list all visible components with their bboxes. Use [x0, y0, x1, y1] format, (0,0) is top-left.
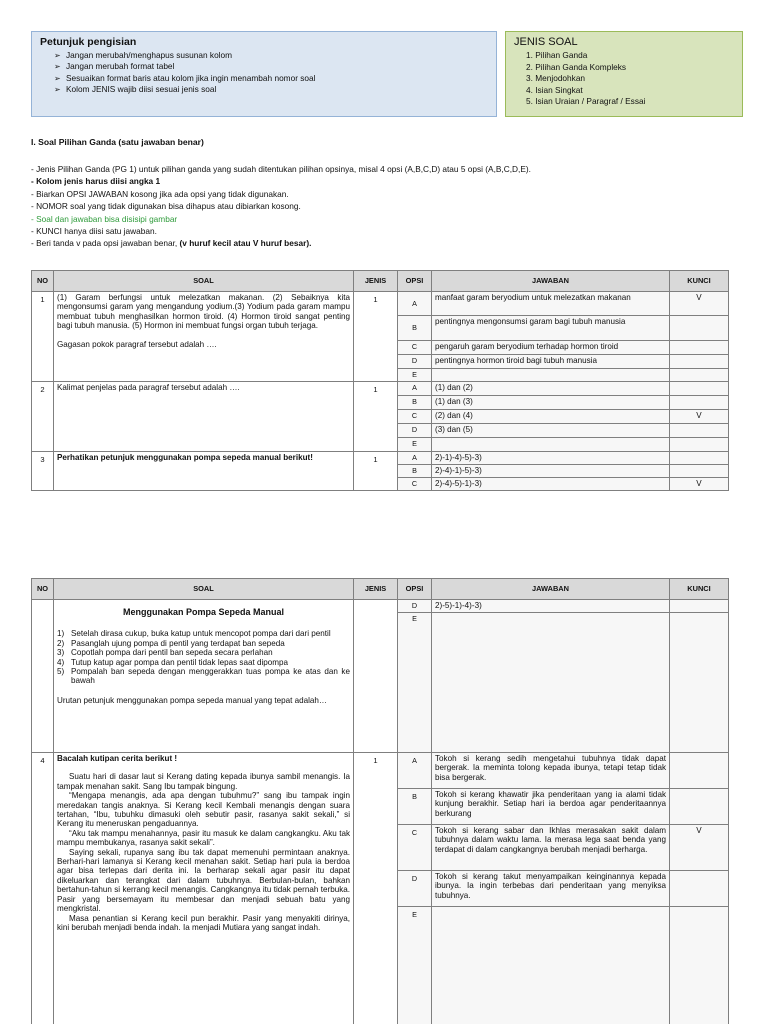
jawaban-cell[interactable] [432, 369, 670, 382]
instruction-item: ➢ Kolom JENIS wajib diisi sesuai jenis soal [54, 83, 217, 94]
jawaban-cell[interactable]: Tokoh si kerang sabar dan Ikhlas merasakan sakit dalam tubuhnya dalam waktu lama. Ia merasa lega saat benda yang terdapat di dalam cangkangnya berubah menjadi berharga. [432, 825, 670, 871]
table-header-row [32, 271, 729, 292]
jawaban-cell[interactable]: (2) dan (4) [432, 410, 670, 424]
jenis-soal-item: 3. Menjodohkan [526, 73, 586, 83]
kunci-cell[interactable] [670, 382, 729, 396]
instructions-box [31, 31, 497, 117]
opsi-cell: E [398, 613, 432, 753]
jenis-cell[interactable] [354, 600, 398, 753]
story-instruction: Bacalah kutipan cerita berikut ! [57, 754, 178, 763]
jenis-cell[interactable]: 1 [354, 452, 398, 491]
table-row [32, 382, 729, 396]
opsi-cell: B [398, 396, 432, 410]
instructions-list [40, 50, 488, 95]
jenis-cell[interactable]: 1 [354, 382, 398, 452]
kunci-cell[interactable] [670, 316, 729, 341]
opsi-cell: D [398, 355, 432, 369]
jawaban-cell[interactable]: 2)-5)-1)-4)-3) [432, 600, 670, 613]
header-jenis: JENIS [354, 579, 398, 600]
opsi-cell: A [398, 753, 432, 789]
question-text[interactable] [54, 753, 354, 1024]
header-no: NO [32, 271, 54, 292]
jawaban-cell[interactable]: pentingnya hormon tiroid bagi tubuh manusia [432, 355, 670, 369]
question-text[interactable]: Kalimat penjelas pada paragraf tersebut adalah …. [54, 382, 354, 452]
opsi-cell: A [398, 452, 432, 465]
jenis-cell[interactable]: 1 [354, 753, 398, 1024]
instruction-item: ➢ Jangan merubah/menghapus susunan kolom [54, 50, 233, 60]
arrow-bullet-icon: ➢ [54, 84, 61, 94]
header-soal: SOAL [54, 271, 354, 292]
note-line: - Beri tanda v pada opsi jawaban benar, (v huruf kecil atau V huruf besar). [31, 238, 312, 249]
jenis-soal-list [514, 50, 734, 108]
jawaban-cell[interactable]: 2)-4)-5)-1)-3) [432, 478, 670, 491]
opsi-cell: A [398, 292, 432, 316]
kunci-cell[interactable]: V [670, 478, 729, 491]
story-paragraph: “Mengapa menangis, ada apa dengan tubuhmu?” sang ibu tampak ingin meredakan tangis anaknya. Si Kerang kecil Kembali menangis dengan suara tertahan, “Ibu, tubuhku dimasuki oleh sebutir pasir, rasanya sakit sekali,” si Kerang itu meneruskan pengaduannya. [57, 791, 350, 829]
header-opsi: OPSI [398, 271, 432, 292]
instruction-item: ➢ Jangan merubah format tabel [54, 61, 175, 72]
note-line: - Jenis Pilihan Ganda (PG 1) untuk pilihan ganda yang sudah ditentukan pilihan opsinya, misal 4 opsi (A,B,C,D) atau 5 opsi (A,B,C,D,E). [31, 164, 531, 174]
question-text[interactable]: (1) Garam berfungsi untuk melezatkan makanan. (2) Sebaiknya kita mengonsumsi garam yang mengandung yodium.(3) Yodium pada garam mampu membuat tubuh menghasilkan hormon tiroid. (4) Hormon tiroid sangat penting bagi tubuh manusia. (5) Hormon ini membuat fungsi organ tubuh terjaga. Gagasan pokok paragraf tersebut adalah …. [54, 292, 354, 382]
story-paragraph: Saying sekali, rupanya sang ibu tak dapat memenuhi permintaan anaknya. Berhari-hari lamanya si Kerang kecil menahan sakit. Setiap hari pula ia berdoa agar bisa terlepas dari derita ini. Ia berharap sekali agar pasir itu dapat dikeluarkan dan terangkat dari dalam tubuhnya. Berbulan-bulan, bahkan bertahun-tahun si kerrang kecil menangis. Cangkangnya itu tidak pernah terbuka. Pasir yang bersemayam itu membesar dan menjadi sebuah batu yang mengkristal. [57, 847, 350, 914]
jawaban-cell[interactable]: Tokoh si kerang takut menyampaikan keinginannya kepada ibunya. Ia ingin terbebas dari penderitaan yang menyiksa tubuhnya. [432, 871, 670, 907]
note-line: - NOMOR soal yang tidak digunakan bisa dihapus atau dibiarkan kosong. [31, 201, 301, 212]
table-row [32, 292, 729, 316]
kunci-cell[interactable] [670, 341, 729, 355]
opsi-cell: D [398, 600, 432, 613]
kunci-cell[interactable] [670, 452, 729, 465]
note-line: - Soal dan jawaban bisa disisipi gambar [31, 213, 178, 224]
jawaban-cell[interactable]: 2)-1)-4)-5)-3) [432, 452, 670, 465]
step-item: 1) Setelah dirasa cukup, buka katup untuk mencopot pompa dari dari pentil [57, 629, 331, 639]
jenis-soal-item: 1. Pilihan Ganda [526, 50, 588, 60]
opsi-cell: B [398, 465, 432, 478]
jawaban-cell[interactable] [432, 907, 670, 1024]
opsi-cell: C [398, 478, 432, 491]
jawaban-cell[interactable]: (1) dan (2) [432, 382, 670, 396]
note-line: - KUNCI hanya diisi satu jawaban. [31, 226, 157, 237]
kunci-cell[interactable]: V [670, 410, 729, 424]
jenis-soal-title: JENIS SOAL [514, 36, 578, 48]
question-table-2 [31, 578, 729, 1024]
story-paragraph: Suatu hari di dasar laut si Kerang dating kepada ibunya sambil menangis. Ia tampak menahan sakit. Sang Ibu tampak bingung. [57, 772, 350, 791]
table-header-row [32, 579, 729, 600]
kunci-cell[interactable] [670, 369, 729, 382]
note-line: - Kolom jenis harus diisi angka 1 [31, 176, 161, 187]
opsi-cell: B [398, 316, 432, 341]
kunci-cell[interactable] [670, 613, 729, 753]
kunci-cell[interactable] [670, 465, 729, 478]
jawaban-cell[interactable]: Tokoh si kerang sedih mengetahui tubuhnya tidak dapat bergerak. Ia meminta tolong kepada ibunya, tetapi tetap tidak bisa bergerak. [432, 753, 670, 789]
kunci-cell[interactable] [670, 396, 729, 410]
jawaban-cell[interactable]: Tokoh si kerang khawatir jika penderitaan yang ia alami tidak kunjung berakhir. Setiap hari ia berdoa agar penderitaannya berkurang [432, 789, 670, 825]
arrow-bullet-icon: ➢ [54, 73, 61, 83]
question-number: 3 [32, 452, 54, 491]
question-number: 4 [32, 753, 54, 1024]
kunci-cell[interactable]: V [670, 292, 729, 316]
opsi-cell: C [398, 825, 432, 871]
step-item: 2) Pasanglah ujung pompa di pentil yang terdapat ban sepeda [57, 638, 285, 648]
passage-title: Menggunakan Pompa Sepeda Manual [122, 607, 285, 617]
kunci-cell[interactable] [670, 438, 729, 452]
kunci-cell[interactable]: V [670, 825, 729, 871]
story-paragraph: Masa penantian si Kerang kecil pun berakhir. Pasir yang menyakiti dirinya, kini berubah menjadi benda indah. Ia menjadi Mutiara yang sangat indah. [57, 913, 350, 932]
arrow-bullet-icon: ➢ [54, 51, 61, 60]
opsi-cell: D [398, 871, 432, 907]
jawaban-cell[interactable]: (3) dan (5) [432, 424, 670, 438]
kunci-cell[interactable] [670, 753, 729, 789]
header-soal: SOAL [54, 579, 354, 600]
header-kunci: KUNCI [670, 579, 729, 600]
table-row [32, 600, 729, 613]
question-text[interactable]: Perhatikan petunjuk menggunakan pompa sepeda manual berikut! [54, 452, 354, 491]
table-row [32, 753, 729, 789]
instruction-item: ➢ Sesuaikan format baris atau kolom jika ingin menambah nomor soal [54, 72, 316, 83]
jenis-soal-box [505, 31, 743, 117]
opsi-cell: E [398, 438, 432, 452]
step-item: 3) Copotlah pompa dari pentil ban sepeda secara perlahan [57, 648, 273, 658]
opsi-cell: E [398, 907, 432, 1024]
step-item: 5) Pompalah ban sepeda dengan menggerakkan tuas pompa ke atas dan ke bawah [57, 667, 350, 686]
jawaban-cell[interactable]: (1) dan (3) [432, 396, 670, 410]
header-kunci: KUNCI [670, 271, 729, 292]
header-opsi: OPSI [398, 579, 432, 600]
note-line: - Biarkan OPSI JAWABAN kosong jika ada opsi yang tidak digunakan. [31, 188, 289, 199]
opsi-cell: C [398, 410, 432, 424]
question-number [32, 600, 54, 753]
jenis-soal-item: 5. Isian Uraian / Paragraf / Essai [526, 96, 646, 106]
kunci-cell[interactable] [670, 907, 729, 1024]
kunci-cell[interactable] [670, 600, 729, 613]
header-jenis: JENIS [354, 271, 398, 292]
jawaban-cell[interactable] [432, 613, 670, 753]
jawaban-cell[interactable]: 2)-4)-1)-5)-3) [432, 465, 670, 478]
jawaban-cell[interactable]: manfaat garam beryodium untuk melezatkan makanan [432, 292, 670, 316]
opsi-cell: A [398, 382, 432, 396]
jawaban-cell[interactable] [432, 438, 670, 452]
section-title: I. Soal Pilihan Ganda (satu jawaban benar) [31, 137, 204, 147]
jawaban-cell[interactable]: pentingnya mengonsumsi garam bagi tubuh manusia [432, 316, 670, 341]
story-paragraph: “Aku tak mampu menahannya, pasir itu masuk ke dalam cangkangku. Aku tak mampu membukanya, rasanya sakit sekali”. [57, 828, 350, 848]
question-number: 1 [32, 292, 54, 382]
opsi-cell: B [398, 789, 432, 825]
notes [31, 163, 741, 250]
question-table-1 [31, 270, 729, 491]
kunci-cell[interactable] [670, 871, 729, 907]
header-jawaban: JAWABAN [432, 579, 670, 600]
header-no: NO [32, 579, 54, 600]
header-jawaban: JAWABAN [432, 271, 670, 292]
question-text[interactable]: Menggunakan Pompa Sepeda Manual 1) Setelah dirasa cukup, buka katup untuk mencopot pompa dari dari pentil 2) Pasanglah ujung pompa di pentil yang terdapat ban sepeda 3) Copotlah pompa dari pentil ban sepeda secara perlahan 4) Tutup katup agar pompa dan pentil tidak lepas saat dipompa 5) Pompalah ban sepeda dengan menggerakkan tuas pompa ke atas dan ke bawah Urutan petunjuk menggunakan pompa sepeda manual yang tepat adalah… [54, 600, 354, 753]
jenis-soal-item: 4. Isian Singkat [526, 84, 583, 95]
opsi-cell: C [398, 341, 432, 355]
jenis-cell[interactable]: 1 [354, 292, 398, 382]
opsi-cell: E [398, 369, 432, 382]
kunci-cell[interactable] [670, 789, 729, 825]
question-number: 2 [32, 382, 54, 452]
opsi-cell: D [398, 424, 432, 438]
jenis-soal-item: 2. Pilihan Ganda Kompleks [526, 61, 627, 72]
step-item: 4) Tutup katup agar pompa dan pentil tidak lepas saat dipompa [57, 657, 289, 667]
instructions-title: Petunjuk pengisian [40, 36, 137, 48]
table-row [32, 452, 729, 465]
jawaban-cell[interactable]: pengaruh garam beryodium terhadap hormon tiroid [432, 341, 670, 355]
arrow-bullet-icon: ➢ [54, 62, 61, 72]
kunci-cell[interactable] [670, 355, 729, 369]
kunci-cell[interactable] [670, 424, 729, 438]
steps-list [57, 629, 350, 685]
